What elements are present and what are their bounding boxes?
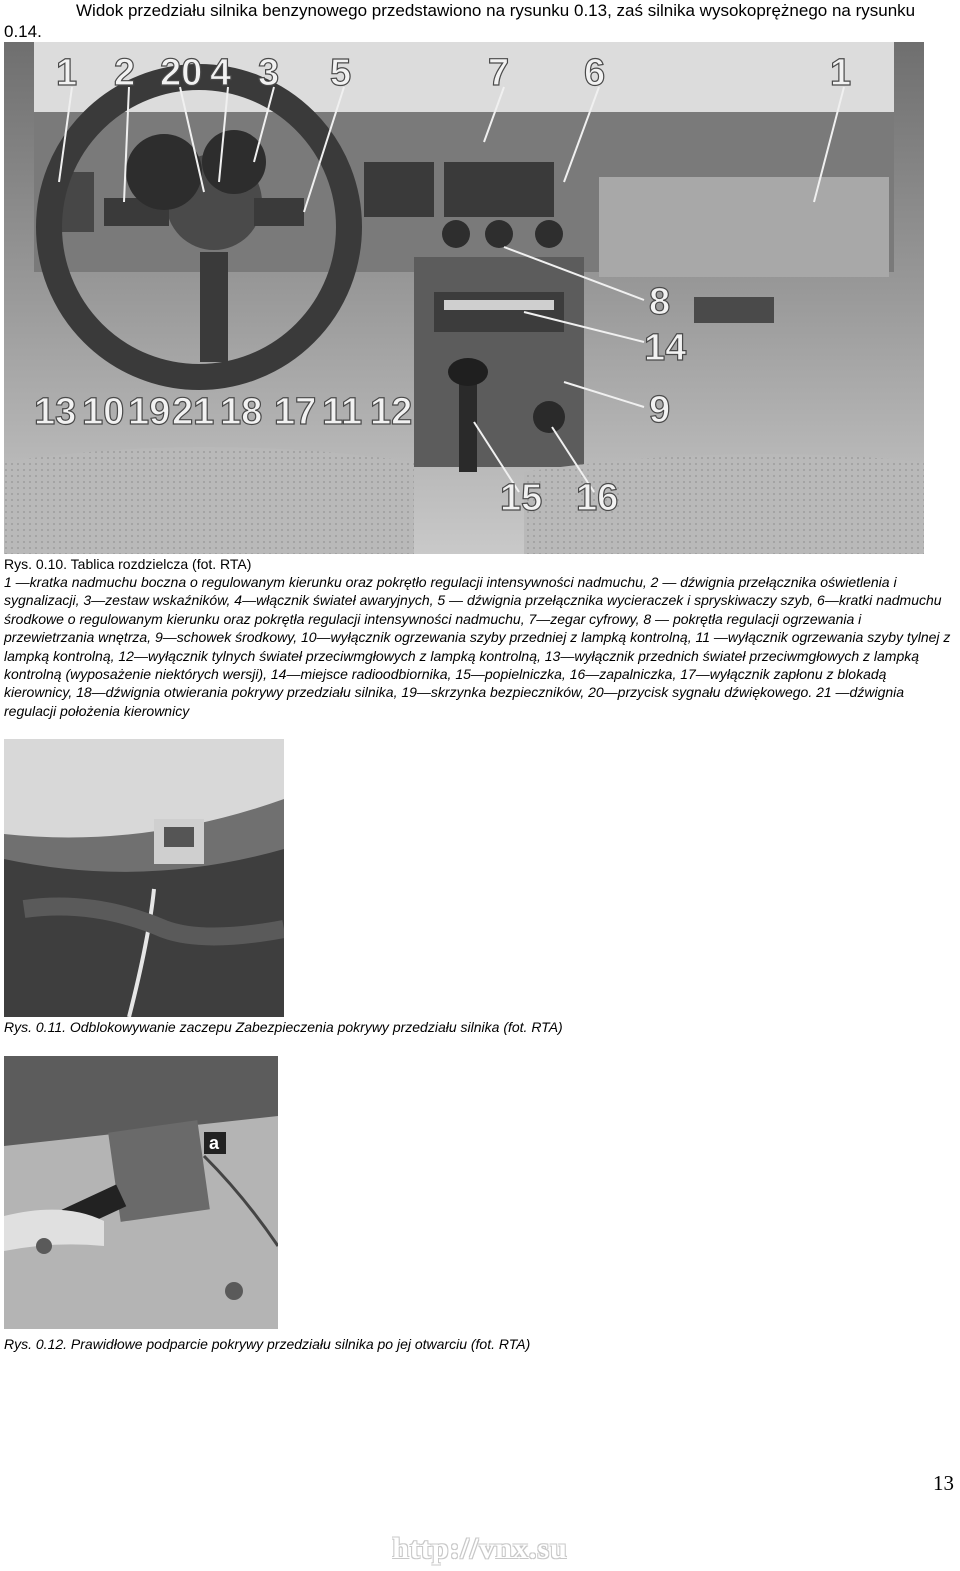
callout-14: 14	[644, 327, 687, 369]
callout-11: 11	[322, 391, 363, 433]
callout-3: 3	[258, 52, 280, 94]
hood-latch-photo	[4, 739, 284, 1017]
callout-8: 8	[649, 281, 671, 323]
callout-7: 7	[488, 52, 510, 94]
callout-16: 16	[576, 477, 619, 519]
callout-15: 15	[500, 477, 543, 519]
callout-6: 6	[584, 52, 606, 94]
callout-13: 13	[34, 391, 77, 433]
dashboard-photo	[4, 42, 924, 554]
figure1-legend: 1 —kratka nadmuchu boczna o regulowanym kierunku oraz pokrętło regulacji intensywności nadmuchu, 2 — dźwignia przełącznika oświetlenia i sygnalizacji, 3—zestaw wskaźników, 4—włącznik świateł awaryjnych, 5 — dźwignia przełącznika wycieraczek i spryskiwaczy szyb, 6—kratki nadmuchu środkowe o regulowanym kierunku oraz pokrętła regulacji intensywności nadmuchu, 7—zegar cyfrowy, 8 — pokrętła regulacji ogrzewania i przewietrzania wnętrza, 9—schowek środkowy, 10—wyłącznik ogrzewania szyby przedniej z lampką kontrolną, 11 —wyłącznik ogrzewania szyby tylnej z lampką kontrolną, 12—wyłącznik tylnych świateł przeciwmgłowych z lampką kontrolną, 13—wyłącznik przednich świateł przeciwmgłowych z lampką kontrolną (wyposażenie niektórych wersji), 14—miejsce radioodbiornika, 15—popielniczka, 16—zapalniczka, 17—wyłącznik zapłonu z blokadą kierownicy, 18—dźwignia otwierania pokrywy przedziału silnika, 19—skrzynka bezpieczników, 20—przycisk sygnału dźwiękowego. 21 —dźwignia regulacji położenia kierownicy	[4, 574, 951, 719]
intro-paragraph: Widok przedziału silnika benzynowego przedstawiono na rysunku 0.13, zaś silnika wysokoprężnego na rysunku 0.14.	[4, 1, 916, 41]
callout-12: 12	[370, 391, 413, 433]
callout-18: 18	[220, 391, 263, 433]
figure3-label: a	[209, 1133, 220, 1153]
callout-10: 10	[82, 391, 125, 433]
callout-19: 19	[128, 391, 171, 433]
callout-5: 5	[330, 52, 352, 94]
callout-1-right: 1	[830, 52, 852, 94]
callout-2: 2	[114, 52, 136, 94]
callout-4: 4	[210, 52, 232, 94]
callout-20: 20	[160, 52, 203, 94]
figure1-title: Rys. 0.10. Tablica rozdzielcza (fot. RTA)	[4, 556, 252, 572]
callout-21: 21	[172, 391, 215, 433]
callout-1-left: 1	[56, 52, 78, 94]
callout-9: 9	[649, 389, 671, 431]
page-number: 13	[933, 1471, 954, 1495]
callout-17: 17	[274, 391, 317, 433]
hood-prop-photo	[4, 1056, 278, 1329]
watermark-link[interactable]: http://vnx.su	[392, 1532, 568, 1565]
figure2-caption: Rys. 0.11. Odblokowywanie zaczepu Zabezpieczenia pokrywy przedziału silnika (fot. RTA)	[4, 1019, 563, 1035]
figure3-caption: Rys. 0.12. Prawidłowe podparcie pokrywy przedziału silnika po jej otwarciu (fot. RTA)	[4, 1336, 531, 1352]
